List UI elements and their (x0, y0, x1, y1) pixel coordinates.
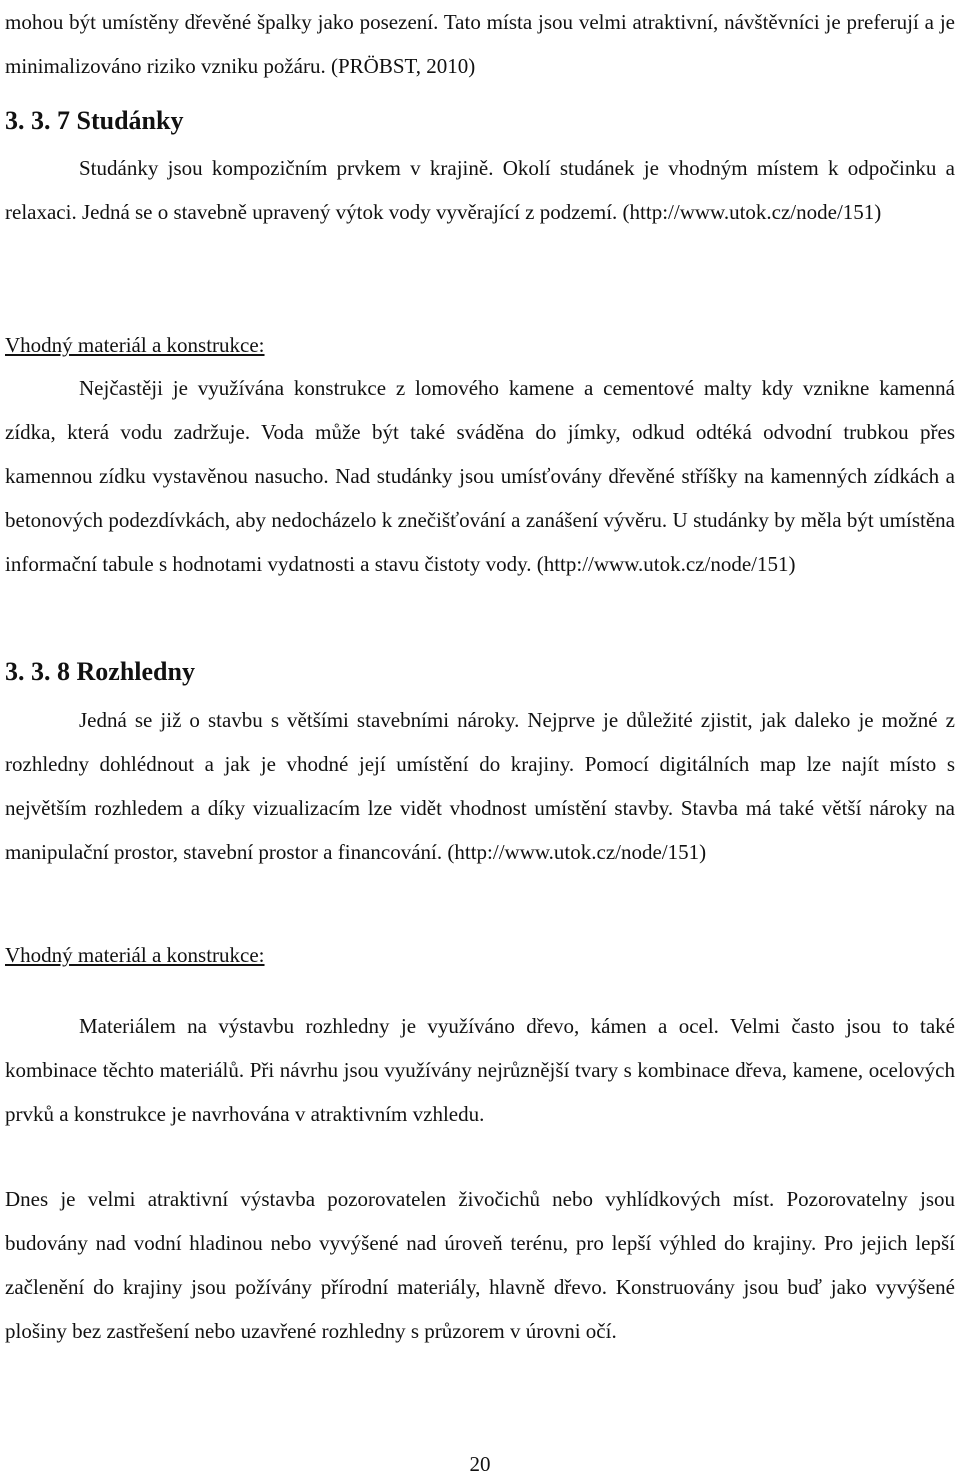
heading-studanky: 3. 3. 7 Studánky (5, 106, 184, 135)
subheading-material-1: Vhodný materiál a konstrukce: (5, 333, 265, 357)
paragraph-studanky-material: Nejčastěji je využívána konstrukce z lomového kamene a cementové malty kdy vznikne kamenná zídka, která vodu zadržuje. Voda může být také sváděna do jímky, odkud odtéká odvodní trubkou přes kamennou zídku vystavěnou nasucho. Nad studánky jsou umísťovány dřevěné stříšky na kamenných zídkách a betonových podezdívkách, aby nedocházelo k znečišťování a zanášení vývěru. U studánky by měla být umístěna informační tabule s hodnotami vydatnosti a stavu čistoty vody. (http://www.utok.cz/node/151) (5, 376, 955, 576)
paragraph-studanky: Studánky jsou kompozičním prvkem v krajině. Okolí studánek je vhodným místem k odpočinku a relaxaci. Jedná se o stavebně upravený výtok vody vyvěrající z podzemí. (http://www.utok.cz/node/151) (5, 156, 955, 224)
heading-rozhledny: 3. 3. 8 Rozhledny (5, 657, 195, 686)
paragraph-rozhledny: Jedná se již o stavbu s většími stavebními nároky. Nejprve je důležité zjistit, jak daleko je možné z rozhledny dohlédnout a jak je vhodné její umístění do krajiny. Pomocí digitálních map lze najít místo s největším rozhledem a díky vizualizacím lze vidět vhodnost umístění stavby. Stavba má také větší nároky na manipulační prostor, stavební prostor a financování. (http://www.utok.cz/node/151) (5, 708, 955, 864)
subheading-material-2: Vhodný materiál a konstrukce: (5, 943, 265, 967)
paragraph-rozhledny-material: Materiálem na výstavbu rozhledny je využíváno dřevo, kámen a ocel. Velmi často jsou to také kombinace těchto materiálů. Při návrhu jsou využívány nejrůznější tvary s kombinace dřeva, kamene, ocelových prvků a konstrukce je navrhována v atraktivním vzhledu. (5, 1014, 955, 1126)
paragraph-intro: mohou být umístěny dřevěné špalky jako posezení. Tato místa jsou velmi atraktivní, návštěvníci je preferují a je minimalizováno riziko vzniku požáru. (PRÖBST, 2010) (5, 10, 955, 78)
paragraph-pozorovatelny: Dnes je velmi atraktivní výstavba pozorovatelen živočichů nebo vyhlídkových míst. Pozorovatelny jsou budovány nad vodní hladinou nebo vyvýšené nad úroveň terénu, pro lepší výhled do krajiny. Pro jejich lepší začlenění do krajiny jsou požívány přírodní materiály, hlavně dřevo. Konstruovány jsou buď jako vyvýšené plošiny bez zastřešení nebo uzavřené rozhledny s průzorem v úrovni očí. (5, 1187, 955, 1343)
page-number: 20 (469, 1452, 491, 1476)
